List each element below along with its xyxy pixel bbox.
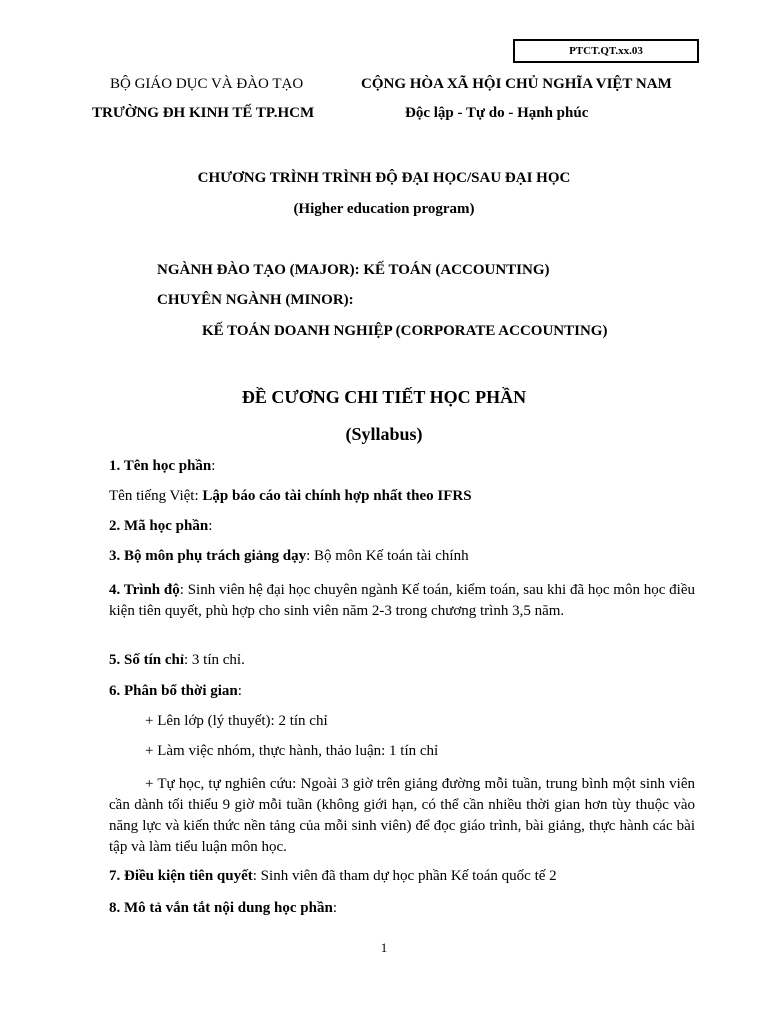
time-allocation-lecture: + Lên lớp (lý thuyết): 2 tín chỉ xyxy=(145,713,328,729)
section-4-value: : Sinh viên hệ đại học chuyên ngành Kế toán, kiểm toán, sau khi đã học môn học điều kiện tiên quyết, phù hợp cho sinh viên năm 2-3 trong chương trình 3,5 năm. xyxy=(109,582,695,619)
university-name: TRƯỜNG ĐH KINH TẾ TP.HCM xyxy=(92,105,315,121)
syllabus-subtitle: (Syllabus) xyxy=(345,424,423,444)
section-8-heading xyxy=(109,900,337,917)
section-1-colon: : xyxy=(211,458,216,474)
section-8-label: 8. Mô tả vắn tắt nội dung học phần xyxy=(109,900,333,916)
section-7-line xyxy=(109,868,557,885)
minor-value: KẾ TOÁN DOANH NGHIỆP (CORPORATE ACCOUNTING) xyxy=(202,323,608,339)
country-slogan: Độc lập - Tự do - Hạnh phúc xyxy=(405,105,589,121)
section-5-line xyxy=(109,652,245,669)
time-allocation-group-work: + Làm việc nhóm, thực hành, thảo luận: 1 tín chỉ xyxy=(145,743,439,759)
section-4-label: 4. Trình độ xyxy=(109,582,180,598)
section-7-value: : Sinh viên đã tham dự học phần Kế toán quốc tế 2 xyxy=(252,868,557,884)
section-3-value: : Bộ môn Kế toán tài chính xyxy=(306,548,469,564)
section-2-heading xyxy=(109,518,212,535)
course-name-vn-value: Lập báo cáo tài chính hợp nhất theo IFRS xyxy=(202,488,472,504)
course-name-vn-label: Tên tiếng Việt: xyxy=(109,488,203,504)
section-5-label: 5. Số tín chỉ xyxy=(109,652,185,668)
section-2-colon: : xyxy=(208,518,213,534)
section-1-label: 1. Tên học phần xyxy=(109,458,212,474)
course-name-vn xyxy=(109,488,472,505)
page-number: 1 xyxy=(380,940,388,955)
syllabus-title: ĐỀ CƯƠNG CHI TIẾT HỌC PHẦN xyxy=(241,387,527,407)
document-code: PTCT.QT.xx.03 xyxy=(569,45,643,57)
section-7-label: 7. Điều kiện tiên quyết xyxy=(109,868,253,884)
section-3-line xyxy=(109,548,469,565)
section-2-label: 2. Mã học phần xyxy=(109,518,209,534)
major-line: NGÀNH ĐÀO TẠO (MAJOR): KẾ TOÁN (ACCOUNTING) xyxy=(157,262,550,278)
ministry-name: BỘ GIÁO DỤC VÀ ĐÀO TẠO xyxy=(110,76,304,92)
time-allocation-self-study: + Tự học, tự nghiên cứu: Ngoài 3 giờ trên giảng đường mỗi tuần, trung bình một sinh viên cần dành tối thiểu 9 giờ mỗi tuần (không giới hạn, có thể cần nhiều thời gian hơn tùy thuộc vào năng lực và kiến thức nền tảng của mỗi sinh viên) để đọc giáo trình, bài giảng, thực hành các bài tập và làm tiểu luận môn học. xyxy=(109,776,695,855)
section-8-colon: : xyxy=(332,900,337,916)
section-1-heading xyxy=(109,458,215,475)
section-6-label: 6. Phân bổ thời gian xyxy=(109,683,238,699)
program-subtitle: (Higher education program) xyxy=(293,201,475,217)
section-5-value: : 3 tín chỉ. xyxy=(184,652,245,668)
minor-label: CHUYÊN NGÀNH (MINOR): xyxy=(157,292,354,308)
section-3-label: 3. Bộ môn phụ trách giảng dạy xyxy=(109,548,307,564)
program-title: CHƯƠNG TRÌNH TRÌNH ĐỘ ĐẠI HỌC/SAU ĐẠI HỌC xyxy=(197,170,571,186)
section-4-paragraph xyxy=(109,580,695,622)
document-code-box xyxy=(513,39,699,63)
country-motto: CỘNG HÒA XÃ HỘI CHỦ NGHĨA VIỆT NAM xyxy=(361,76,672,92)
section-6-heading xyxy=(109,683,242,700)
section-6-colon: : xyxy=(237,683,242,699)
